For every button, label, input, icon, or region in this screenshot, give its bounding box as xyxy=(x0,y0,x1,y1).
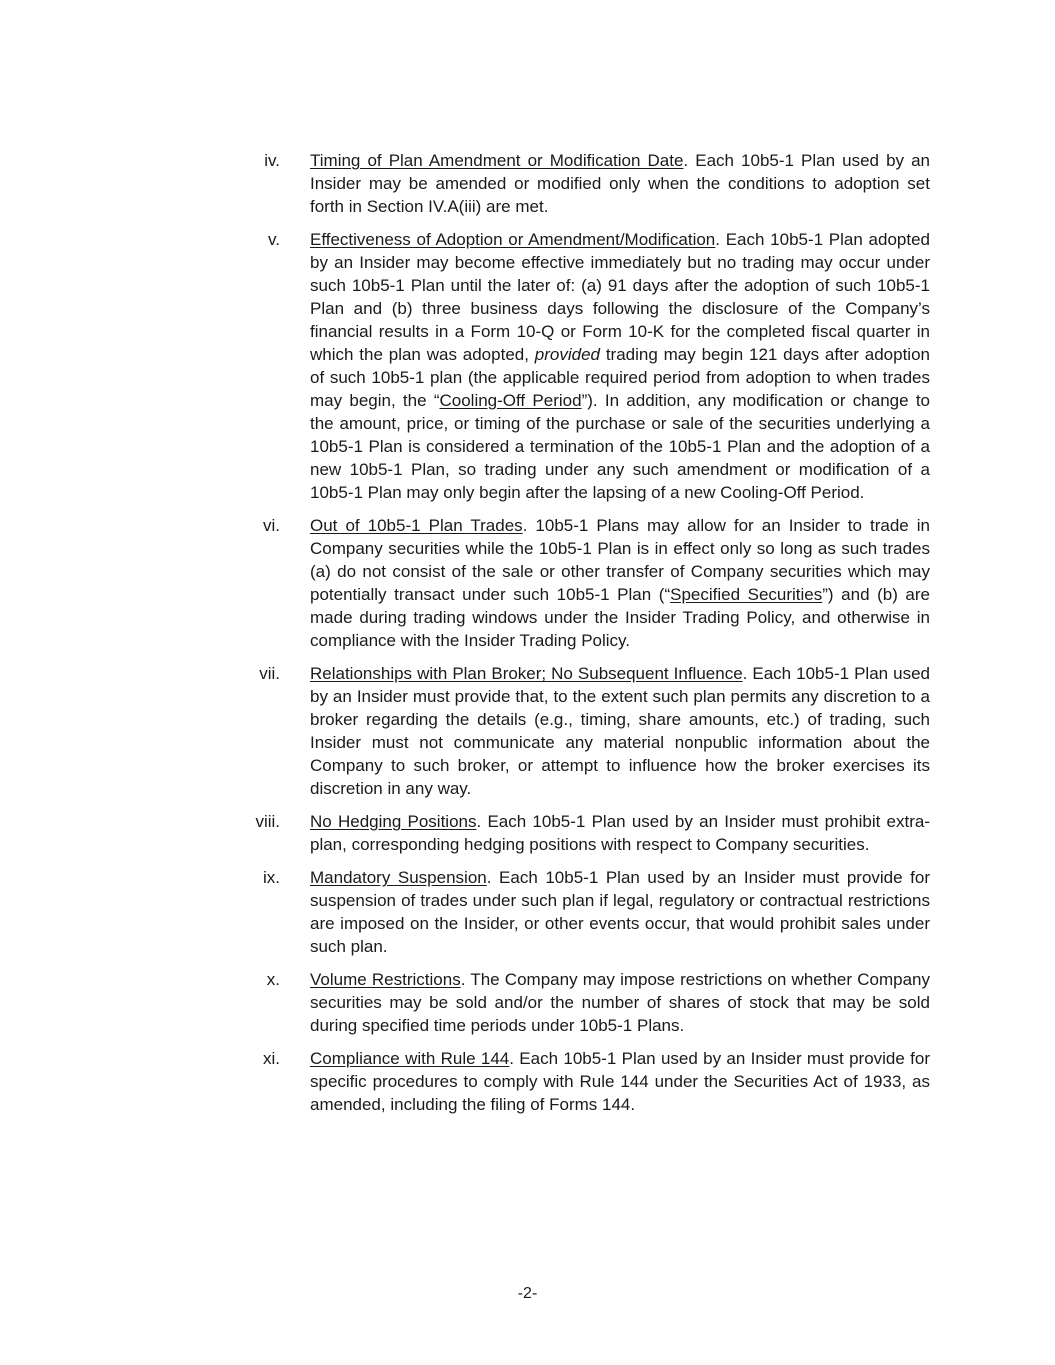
item-text: . Each 10b5-1 Plan used by an Insider must provide for specific procedures to comply with Rule 144 under the Securities Act of 1933, as amended, including the filing of Forms 144. xyxy=(310,1049,930,1114)
list-item-xi xyxy=(250,1047,930,1116)
item-body xyxy=(310,1047,930,1116)
item-body xyxy=(310,866,930,958)
item-text: . Each 10b5-1 Plan used by an Insider may be amended or modified only when the conditions to adoption set forth in Section IV.A(iii) are met. xyxy=(310,151,930,216)
item-number: iv. xyxy=(264,151,280,170)
item-body xyxy=(310,968,930,1037)
list-item-ix xyxy=(250,866,930,958)
item-heading: Out of 10b5-1 Plan Trades xyxy=(310,516,523,535)
item-italic-text: provided xyxy=(534,345,600,364)
defined-term: Specified Securities xyxy=(670,585,823,604)
list-item-vii xyxy=(250,662,930,800)
item-number: ix. xyxy=(263,868,280,887)
item-text: trading may begin 121 days after adoption of such 10b5-1 plan (the applicable required period from adoption to when trades may begin, the “ xyxy=(310,345,930,410)
item-heading: Relationships with Plan Broker; No Subsequent Influence xyxy=(310,664,743,683)
item-body xyxy=(310,810,930,856)
item-text: . Each 10b5-1 Plan adopted by an Insider may become effective immediately but no trading may occur under such 10b5-1 Plan until the later of: (a) 91 days after the adoption of such 10b5-1 Plan and (b) three business days following the disclosure of the Company’s financial results in a Form 10-Q or Form 10-K for the completed fiscal quarter in which the plan was adopted, xyxy=(310,230,930,364)
item-text: . Each 10b5-1 Plan used by an Insider must provide for suspension of trades under such plan if legal, regulatory or contractual restrictions are imposed on the Insider, or other events occur, that would prohibit sales under such plan. xyxy=(310,868,930,956)
item-number: v. xyxy=(268,230,280,249)
item-text: . 10b5-1 Plans may allow for an Insider to trade in Company securities while the 10b5-1 Plan is in effect only so long as such trades (a) do not consist of the sale or other transfer of Company securities which may potentially transact under such 10b5-1 Plan (“ xyxy=(310,516,930,604)
item-body xyxy=(310,228,930,504)
item-body xyxy=(310,514,930,652)
item-heading: Volume Restrictions xyxy=(310,970,461,989)
defined-term: Cooling-Off Period xyxy=(439,391,582,410)
item-text: . The Company may impose restrictions on whether Company securities may be sold and/or the number of shares of stock that may be sold during specified time periods under 10b5-1 Plans. xyxy=(310,970,930,1035)
item-number: viii. xyxy=(255,812,280,831)
list-item-vi xyxy=(250,514,930,652)
policy-list xyxy=(250,149,930,1126)
item-number: x. xyxy=(266,970,280,989)
item-text: ”). In addition, any modification or change to the amount, price, or timing of the purchase or sale of the securities underlying a 10b5-1 Plan is considered a termination of the 10b5-1 Plan and the adoption of a new 10b5-1 Plan, so trading under any such amendment or modification of a 10b5-1 Plan may only begin after the lapsing of a new Cooling-Off Period. xyxy=(310,391,930,502)
item-heading: Timing of Plan Amendment or Modification Date xyxy=(310,151,684,170)
item-body xyxy=(310,662,930,800)
item-text: . Each 10b5-1 Plan used by an Insider must provide that, to the extent such plan permits any discretion to a broker regarding the details (e.g., timing, share amounts, etc.) of trading, such Insider must not communicate any material nonpublic information about the Company to such broker, or attempt to influence how the broker exercises its discretion in any way. xyxy=(310,664,930,798)
item-number: vii. xyxy=(259,664,280,683)
item-text: ”) and (b) are made during trading windows under the Insider Trading Policy, and otherwise in compliance with the Insider Trading Policy. xyxy=(310,585,931,650)
list-item-x xyxy=(250,968,930,1037)
list-item-viii xyxy=(250,810,930,856)
item-number: xi. xyxy=(263,1049,280,1068)
item-text: . Each 10b5-1 Plan used by an Insider must prohibit extra-plan, corresponding hedging positions with respect to Company securities. xyxy=(310,812,931,854)
item-heading: No Hedging Positions xyxy=(310,812,477,831)
list-item-v xyxy=(250,228,930,504)
item-heading: Mandatory Suspension xyxy=(310,868,487,887)
item-number: vi. xyxy=(263,516,280,535)
item-heading: Compliance with Rule 144 xyxy=(310,1049,510,1068)
page-number: -2- xyxy=(517,1285,538,1302)
item-body xyxy=(310,149,930,218)
item-heading: Effectiveness of Adoption or Amendment/Modification xyxy=(310,230,716,249)
list-item-iv xyxy=(250,149,930,218)
